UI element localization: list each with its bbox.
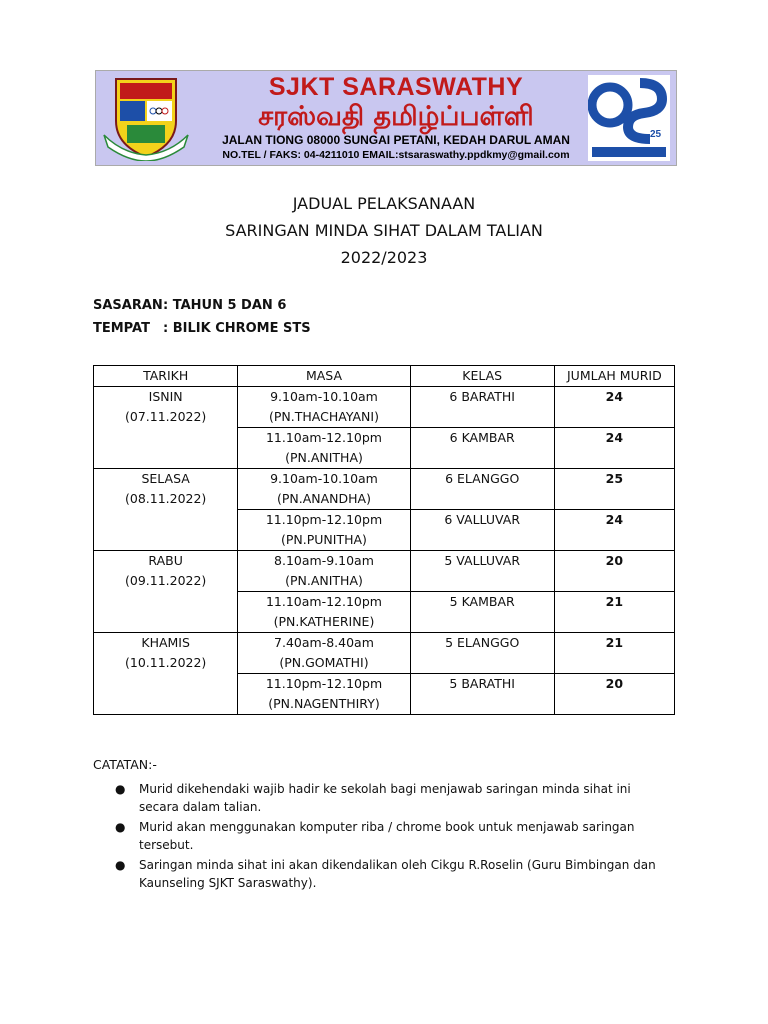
time-cell — [238, 469, 410, 510]
sasaran-value: : TAHUN 5 DAN 6 — [163, 298, 287, 313]
class-cell: 5 BARATHI — [410, 674, 554, 715]
sasaran-label: SASARAN — [93, 298, 163, 313]
table-row — [94, 469, 675, 510]
session-time: 7.40am-8.40am — [274, 635, 374, 650]
bullet-icon: ● — [115, 782, 126, 796]
header-jumlah: JUMLAH MURID — [554, 366, 674, 387]
transformation-logo-icon — [588, 75, 670, 161]
tempat-label: TEMPAT — [93, 321, 150, 336]
list-item — [93, 818, 663, 854]
day-date: (08.11.2022) — [124, 491, 207, 506]
class-cell: 6 VALLUVAR — [410, 510, 554, 551]
day-name: SELASA — [141, 471, 190, 486]
session-time: 11.10pm-12.10pm — [265, 512, 383, 527]
session-teacher: (PN.ANITHA) — [285, 573, 363, 588]
header-masa: MASA — [238, 366, 410, 387]
time-cell — [238, 674, 410, 715]
session-time: 9.10am-10.10am — [270, 389, 378, 404]
school-name: SJKT SARASWATHY — [268, 73, 524, 101]
count-cell: 21 — [554, 633, 674, 674]
session-time: 11.10am-12.10pm — [265, 430, 382, 445]
bullet-icon: ● — [115, 858, 126, 872]
list-item — [93, 780, 663, 816]
session-time: 11.10am-12.10pm — [265, 594, 382, 609]
note-text: Murid dikehendaki wajib hadir ke sekolah bagi menjawab saringan minda sihat ini secara dalam talian. — [139, 782, 631, 814]
day-cell — [94, 551, 238, 633]
count-cell: 20 — [554, 551, 674, 592]
class-cell: 5 ELANGGO — [410, 633, 554, 674]
note-text: Saringan minda sihat ini akan dikendalikan oleh Cikgu R.Roselin (Guru Bimbingan dan Kaunseling SJKT Saraswathy). — [139, 858, 656, 890]
count-cell: 24 — [554, 387, 674, 428]
session-teacher: (PN.NAGENTHIRY) — [268, 696, 380, 711]
time-cell — [238, 510, 410, 551]
class-cell: 5 VALLUVAR — [410, 551, 554, 592]
meta-sasaran — [93, 298, 286, 313]
count-cell: 21 — [554, 592, 674, 633]
day-cell — [94, 633, 238, 715]
session-time: 9.10am-10.10am — [270, 471, 378, 486]
title-line-1: JADUAL PELAKSANAAN — [292, 194, 476, 213]
time-cell — [238, 592, 410, 633]
session-teacher: (PN.ANANDHA) — [276, 491, 371, 506]
title-line-2: SARINGAN MINDA SIHAT DALAM TALIAN — [225, 221, 543, 240]
class-cell: 5 KAMBAR — [410, 592, 554, 633]
day-name: RABU — [148, 553, 183, 568]
day-date: (10.11.2022) — [124, 655, 207, 670]
session-teacher: (PN.KATHERINE) — [273, 614, 375, 629]
time-cell — [238, 387, 410, 428]
class-cell: 6 BARATHI — [410, 387, 554, 428]
table-row — [94, 633, 675, 674]
school-banner — [95, 70, 677, 166]
day-cell — [94, 469, 238, 551]
list-item — [93, 856, 663, 892]
count-cell: 25 — [554, 469, 674, 510]
day-cell — [94, 387, 238, 469]
class-cell: 6 ELANGGO — [410, 469, 554, 510]
session-teacher: (PN.THACHAYANI) — [269, 409, 379, 424]
session-teacher: (PN.ANITHA) — [285, 450, 363, 465]
session-teacher: (PN.PUNITHA) — [281, 532, 367, 547]
tempat-value: : BILIK CHROME STS — [163, 321, 311, 336]
count-cell: 20 — [554, 674, 674, 715]
title-line-3: 2022/2023 — [340, 248, 428, 267]
day-name: KHAMIS — [141, 635, 190, 650]
day-date: (07.11.2022) — [124, 409, 207, 424]
day-date: (09.11.2022) — [124, 573, 207, 588]
school-contact: NO.TEL / FAKS: 04-4211010 EMAIL:stsaraswathy.ppdkmy@gmail.com — [222, 149, 570, 161]
header-kelas: KELAS — [410, 366, 554, 387]
school-crest-icon — [102, 75, 190, 161]
bullet-icon: ● — [115, 820, 126, 834]
session-teacher: (PN.GOMATHI) — [279, 655, 369, 670]
time-cell — [238, 551, 410, 592]
count-cell: 24 — [554, 510, 674, 551]
time-cell — [238, 633, 410, 674]
document-title — [0, 190, 768, 271]
school-name-tamil: சரஸ்வதி தமிழ்ப்பள்ளி — [258, 101, 534, 132]
notes-title: CATATAN:- — [93, 757, 157, 772]
table-header-row — [94, 366, 675, 387]
note-text: Murid akan menggunakan komputer riba / chrome book untuk menjawab saringan tersebut. — [139, 820, 635, 852]
day-name: ISNIN — [148, 389, 183, 404]
session-time: 8.10am-9.10am — [274, 553, 374, 568]
class-cell: 6 KAMBAR — [410, 428, 554, 469]
table-row — [94, 387, 675, 428]
school-address: JALAN TIONG 08000 SUNGAI PETANI, KEDAH DARUL AMAN — [222, 133, 570, 147]
logo-number: 25 — [650, 129, 662, 140]
table-row — [94, 551, 675, 592]
session-time: 11.10pm-12.10pm — [265, 676, 383, 691]
time-cell — [238, 428, 410, 469]
meta-tempat — [93, 321, 311, 336]
header-tarikh: TARIKH — [94, 366, 238, 387]
schedule-table — [93, 365, 675, 715]
count-cell: 24 — [554, 428, 674, 469]
notes-list — [93, 780, 663, 894]
